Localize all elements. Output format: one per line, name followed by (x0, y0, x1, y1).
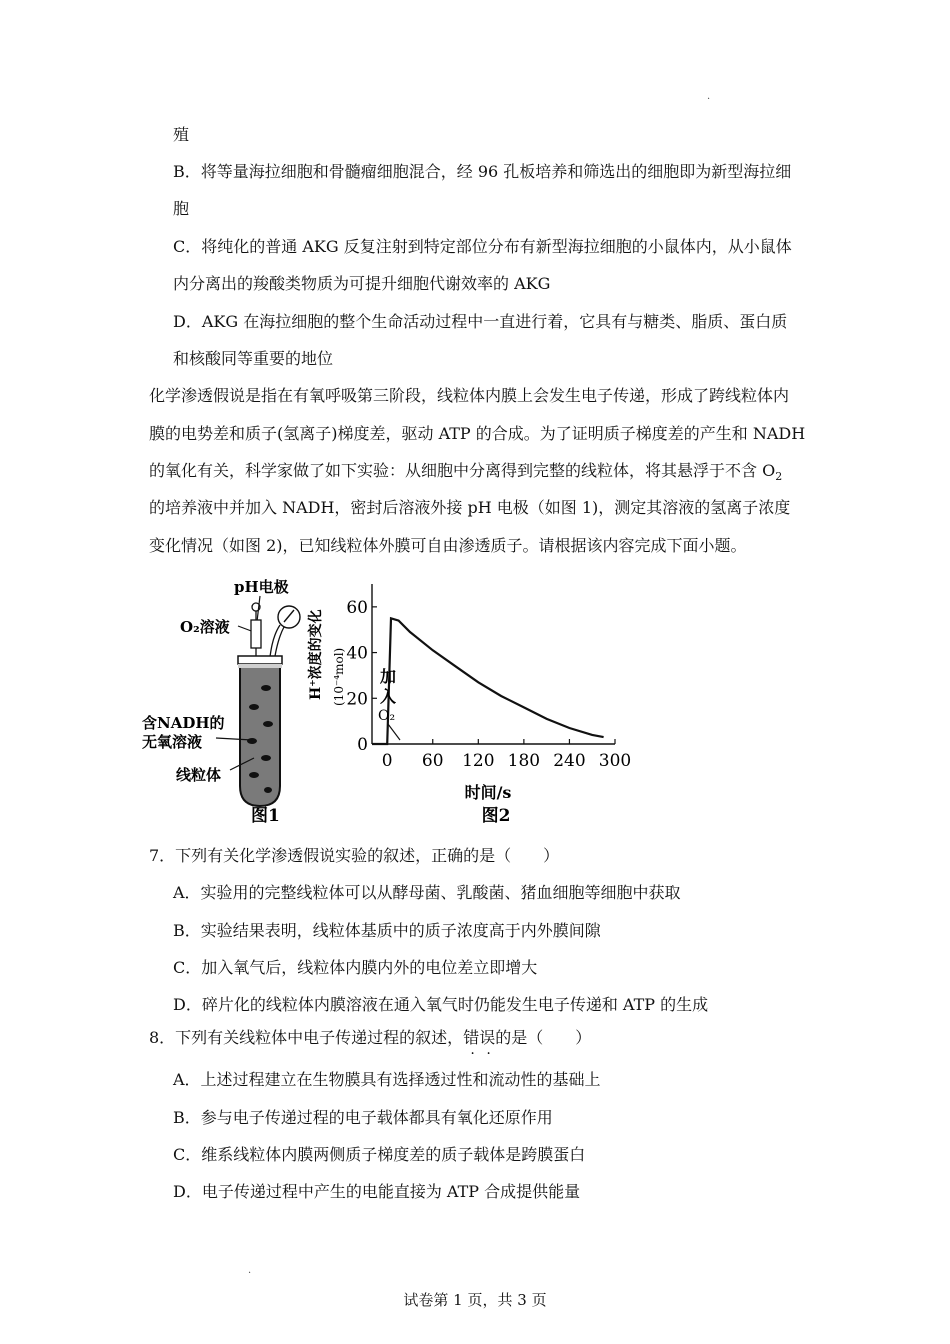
passage-line-3: 的氧化有关，科学家做了如下实验：从细胞中分离得到完整的线粒体，将其悬浮于不含 $O_2$ (149, 461, 783, 484)
y-axis-unit: (10⁻⁴mol) (332, 647, 346, 706)
passage-line-2: 膜的电势差和质子(氢离子)梯度差，驱动 ATP 的合成。为了证明质子梯度差的产生和 NADH (149, 424, 806, 443)
annotation-add-2: 入 (380, 687, 397, 706)
q8-option-c: C．维系线粒体内膜两侧质子梯度差的质子载体是跨膜蛋白 (173, 1145, 586, 1164)
q7-option-a: A．实验用的完整线粒体可以从酵母菌、乳酸菌、猪血细胞等细胞中获取 (173, 883, 681, 902)
ph-electrode-label: pH电极 (234, 578, 289, 596)
passage-line-5: 变化情况（如图 2)，已知线粒体外膜可自由渗透质子。请根据该内容完成下面小题。 (149, 536, 747, 555)
q7-option-d: D．碎片化的线粒体内膜溶液在通入氧气时仍能发生电子传递和 ATP 的生成 (173, 995, 709, 1014)
x-tick-label: 120 (462, 751, 495, 771)
x-tick-label: 240 (553, 751, 586, 771)
passage-line-4: 的培养液中并加入 NADH，密封后溶液外接 pH 电极（如图 1)，测定其溶液的氢离子浓度 (149, 498, 791, 517)
figure-1-caption: 图1 (251, 806, 280, 826)
test-tube (240, 658, 280, 806)
option-d-line2: 和核酸同等重要的地位 (173, 349, 334, 368)
option-b-line1: B．将等量海拉细胞和骨髓瘤细胞混合，经 96 孔板培养和筛选出的细胞即为新型海拉细 (173, 162, 792, 181)
emphasis-char-2: 误 (479, 1028, 496, 1047)
y-tick-label: 0 (357, 735, 368, 755)
q7-option-c: C．加入氧气后，线粒体内膜内外的电位差立即增大 (173, 958, 538, 977)
emphasis-char-1: 错 (463, 1028, 480, 1047)
y-tick-label: 20 (346, 689, 368, 710)
mitochondria-label: 线粒体 (176, 766, 222, 784)
dropper-tube (251, 620, 261, 648)
q8-option-a: A．上述过程建立在生物膜具有选择透过性和流动性的基础上 (173, 1070, 601, 1089)
q8-option-d: D．电子传递过程中产生的电能直接为 ATP 合成提供能量 (173, 1182, 581, 1201)
x-tick-label: 0 (381, 751, 393, 771)
page-footer: 试卷第 1 页，共 3 页 (403, 1291, 547, 1309)
x-tick-label: 300 (598, 751, 632, 771)
nadh-label-2: 无氧溶液 (142, 733, 203, 751)
q8-stem: 8．下列有关线粒体中电子传递过程的叙述，错误的是（ ） (149, 1028, 592, 1047)
stray-dot: · (248, 1268, 252, 1279)
passage-line-1: 化学渗透假说是指在有氧呼吸第三阶段，线粒体内膜上会发生电子传递，形成了跨线粒体内 (149, 386, 790, 405)
q7-option-b: B．实验结果表明，线粒体基质中的质子浓度高于内外膜间隙 (173, 921, 601, 940)
figure-2-caption: 图2 (481, 806, 511, 826)
q8-option-b: B．参与电子传递过程的电子载体都具有氧化还原作用 (173, 1108, 553, 1127)
y-tick-label: 40 (346, 643, 368, 664)
option-a-tail: 殖 (173, 125, 190, 144)
annotation-o2: O₂ (378, 708, 396, 724)
option-c-line1: C．将纯化的普通 AKG 反复注射到特定部位分布有新型海拉细胞的小鼠体内，从小鼠体 (173, 237, 792, 256)
tube-seal (238, 656, 282, 664)
x-axis-label: 时间/s (464, 783, 512, 802)
option-d-line1: D．AKG 在海拉细胞的整个生命活动过程中一直进行着，它具有与糖类、脂质、蛋白质 (173, 312, 788, 331)
y-tick-label: 60 (346, 597, 368, 618)
x-tick-label: 180 (507, 751, 541, 771)
option-b-line2: 胞 (173, 199, 190, 218)
o2-solution-label: O₂溶液 (180, 618, 230, 636)
nadh-label-1: 含NADH的 (142, 714, 225, 732)
stray-dot: · (707, 94, 711, 105)
figure-2-chart (300, 572, 630, 830)
y-axis-label: H⁺浓度的变化 (308, 609, 324, 700)
q7-stem: 7．下列有关化学渗透假说实验的叙述，正确的是（ ） (149, 846, 560, 865)
x-tick-label: 60 (421, 751, 444, 771)
option-c-line2: 内分离出的羧酸类物质为可提升细胞代谢效率的 AKG (173, 274, 551, 293)
annotation-add-1: 加 (380, 667, 397, 686)
h-concentration-curve (372, 618, 604, 744)
